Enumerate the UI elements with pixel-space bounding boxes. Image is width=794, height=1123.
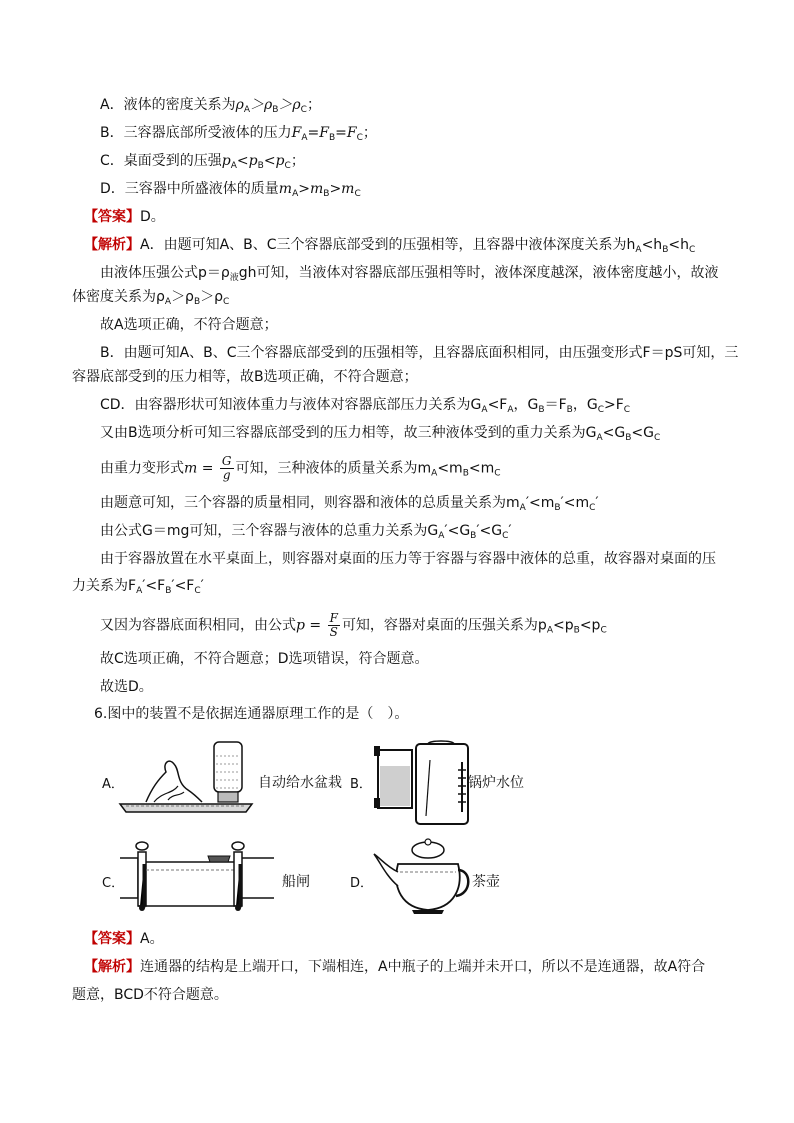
self-watering-planter-figure: [118, 740, 256, 820]
analysis-q5-line3: 体密度关系为$\rho_A>\rho_B>\rho_C$: [72, 289, 230, 307]
question6-stem: 6.图中的装置不是依据连通器原理工作的是（ ）。: [94, 706, 409, 722]
q6-option-c-label: C．: [102, 876, 125, 891]
option-a: A．液体的密度关系为$\rho_A>\rho_B>\rho_C$；: [100, 97, 321, 115]
analysis-q5-line14: 又因为容器底面积相同，由公式p = $\frac{F}{S}$ 可知，容器对桌面的压强关系为$p_A<p_B<p_C$: [100, 611, 607, 639]
analysis-q5-line1: 【解析】A．由题可知A、B、C三个容器底部受到的压强相等，且容器中液体深度关系为$h_A<h_B<h_C$: [84, 237, 696, 255]
q6-option-d-label: D．: [350, 876, 374, 891]
analysis-q5-line12: 由于容器放置在水平桌面上，则容器对桌面的压力等于容器与容器中液体的总重，故容器对桌面的压: [100, 551, 716, 567]
q6-option-a-label: A．: [102, 777, 124, 792]
boiler-water-level-figure: [370, 740, 470, 826]
analysis-q5-line9: 由重力变形式m = $\frac{G}{g}$ 可知，三种液体的质量关系为$m_A<m_B<m_C$: [100, 454, 501, 482]
teapot-figure: [372, 836, 472, 916]
analysis-q5-line13: 力关系为$F_A'<F_B'<F_C'$: [72, 578, 204, 596]
fraction-g-over-g: $\frac{G}{g}$: [221, 454, 232, 482]
q6-option-b-label: B．: [350, 777, 372, 792]
ship-lock-figure: [118, 836, 278, 914]
analysis-q5-line5: B．由题可知A、B、C三个容器底部受到的压强相等，且容器底面积相同，由压强变形式F＝pS可知，三: [100, 345, 739, 361]
analysis-q5-line10: 由题意可知，三个容器的质量相同，则容器和液体的总质量关系为$m_A'<m_B'<m_C'$: [100, 495, 599, 513]
analysis-q5-line15: 故C选项正确，不符合题意；D选项错误，符合题意。: [100, 651, 429, 667]
answer-q5: [84, 208, 714, 226]
analysis-q5-line16: 故选D。: [100, 679, 153, 695]
q6-option-d-caption: 茶壶: [472, 874, 500, 890]
q6-option-c-caption: 船闸: [282, 874, 310, 890]
answer-label: 【答案】: [84, 209, 140, 225]
option-b: B．三容器底部所受液体的压力$F_A=F_B=F_C$；: [100, 125, 377, 143]
answer-value: D。: [140, 209, 165, 225]
fraction-f-over-s: $\frac{F}{S}$: [329, 611, 338, 639]
q6-option-b-caption: 锅炉水位: [468, 775, 524, 791]
analysis-q5-line7: CD．由容器形状可知液体重力与液体对容器底部压力关系为$G_A<F_A$，$G_B=F_B$，$G_C>F_C$: [100, 397, 631, 415]
answer-q6: 【答案】A。: [84, 931, 164, 947]
analysis-q5-line6: 容器底部受到的压力相等，故B选项正确，不符合题意；: [72, 369, 418, 385]
analysis-q6-line1: 【解析】连通器的结构是上端开口，下端相连，A中瓶子的上端并未开口，所以不是连通器，故A符合: [84, 959, 706, 975]
analysis-q6-line2: 题意，BCD不符合题意。: [72, 987, 228, 1003]
analysis-q5-line11: 由公式G＝mg可知，三个容器与液体的总重力关系为$G_A'<G_B'<G_C'$: [100, 523, 512, 541]
analysis-q5-line8: 又由B选项分析可知三容器底部受到的压力相等，故三种液体受到的重力关系为$G_A<G_B<G_C$: [100, 425, 661, 443]
option-a-text: A．液体的密度关系为: [100, 97, 236, 113]
analysis-q5-line4: 故A选项正确，不符合题意；: [100, 317, 278, 333]
q6-option-a-caption: 自动给水盆栽: [258, 775, 342, 791]
option-d: D．三容器中所盛液体的质量$m_A>m_B>m_C$: [100, 181, 361, 199]
option-c: C．桌面受到的压强$p_A<p_B<p_C$；: [100, 153, 305, 171]
analysis-q5-line2: 由液体压强公式$p=\rho_液gh$可知，当液体对容器底部压强相等时，液体深度越深，液体密度越小，故液: [100, 265, 719, 283]
analysis-label: 【解析】: [84, 237, 140, 253]
